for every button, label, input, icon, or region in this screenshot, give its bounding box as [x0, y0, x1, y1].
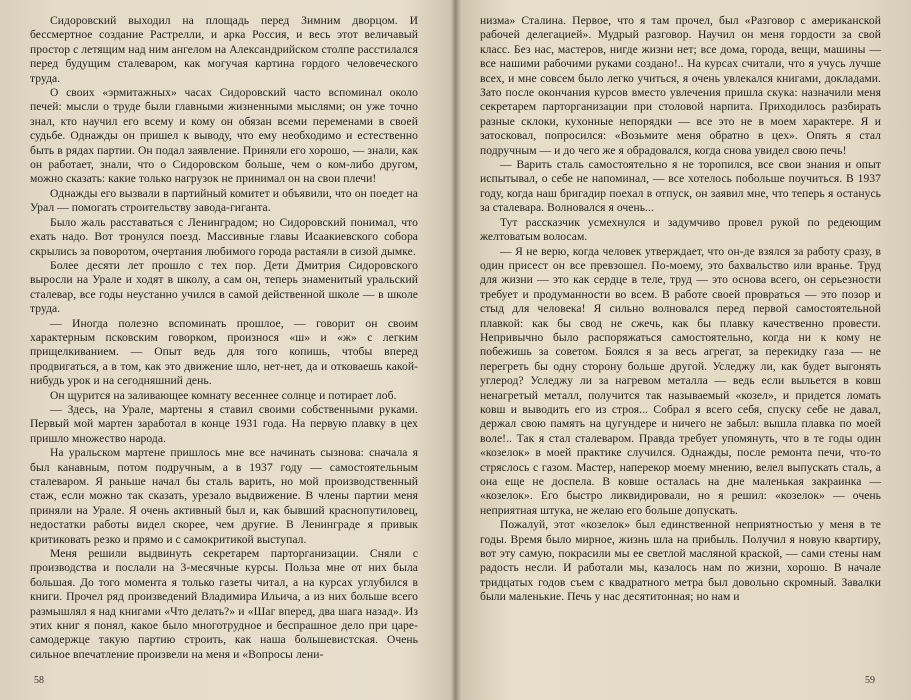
paragraph: На уральском мартене пришлось мне все начинать сызнова: сначала я был канавным, потом подручным, а в 1937 году — самостоятельным сталеваром. Я раньше начал бы сталь варить, но мой производственный стаж, если можно так сказать, урезало выдвижение. В члены партии меня приняли на Урале. Я очень активный был и, как бывший краснопутиловец, недостатки работы видел скорее, чем другие. В Ленинграде я привык критиковать резко и прямо и с самокритикой выступал. [30, 446, 418, 546]
left-page-text [30, 14, 418, 662]
left-page [0, 0, 452, 700]
paragraph: — Варить сталь самостоятельно я не торопился, все свои знания и опыт испытывал, о себе не напоминал, — все хотелось побольше поучиться. В 1937 году, когда наш бригадир поехал в отпуск, он заявил мне, что теперь я останусь за сталевара. Волновался я очень... [480, 158, 881, 215]
paragraph: Было жаль расставаться с Ленинградом; но Сидоровский понимал, что ехать надо. Вот тронулся поезд. Массивные главы Исаакиевского собора скрылись за поворотом, очертания любимого города растаяли в сизой дымке. [30, 215, 418, 258]
paragraph: — Иногда полезно вспоминать прошлое, — говорит он своим характерным псковским говорком, произнося «ш» и «ж» с легким прищелкиванием. — Опыт ведь для того копишь, чтобы вперед продвигаться, а в том, как это движение шло, нет-нет, да и отковаешь какой-нибудь урок и на сегодняшний день. [30, 316, 418, 388]
paragraph: — Здесь, на Урале, мартены я ставил своими собственными руками. Первый мой мартен заработал в конце 1931 года. На первую плавку в цех пришло множество народа. [30, 402, 418, 445]
paragraph: — Я не верю, когда человек утверждает, что он-де взялся за работу сразу, в один присест он все превзошел. По-моему, это бахвальство или вранье. Труд для жизни — это как сердце в теле, труд — это основа всего, он серьезности требует и продуманности во всем. В работе своей провраться — это позор и стыд для человека! Я сильно волновался перед первой самостоятельной плавкой: как бы свод не сжечь, как бы плавку качественно провести. Непривычно было распоряжаться самостоятельно, когда ни к кому не побежишь за советом. Боялся я за весь агрегат, за перекидку газа — не перегреть бы одну сторону больше другой. Уследжу ли, как будет выгонять углерод? Уследжу ли за нагревом металла — ведь если выльется в ковш ненагретый металл, получится так называемый «козел», и придется ломать ковш и выводить его из строя... Собрал я всего себя, спуску себе не давал, держал свою память на цугундере и ничего не забыл: вышла плавка по моей воле!.. Так я стал сталеваром. Правда требует упомянуть, что в те годы один «козелок» в моей практике случился. Однажды, после ремонта печи, что-то стряслось с газом. Мастер, наперекор моему мнению, велел выпускать сталь, а она еще не доспела. В ковше осталась на дне маленькая закраинка — «козелок». Его быстро ликвидировали, но я решил: «козелок» — очень неприятная штука, не желаю его больше допускать. [480, 244, 881, 517]
page-number: 58 [34, 675, 44, 686]
paragraph: Пожалуй, этот «козелок» был единственной неприятностью у меня в те годы. Время было мирное, жизнь шла на прибыль. Получил я новую квартиру, вот эту самую, покрасили мы ее светлой масляной краской, — сами стены нам радость несли. И работали мы, казалось нам по жизни, хорошо. В начале тридцатых годов съем с квадратного метра был довольно скромный. Завалки были маленькие. Печь у нас десятитонная; но нам и [480, 518, 881, 604]
paragraph: Он щурится на заливающее комнату весеннее солнце и потирает лоб. [50, 388, 397, 402]
paragraph: Сидоровский выходил на площадь перед Зимним дворцом. И бессмертное создание Растрелли, и арка Россия, и весь этот величавый простор с летящим над ним ангелом на Александрийском столпе расстилался перед будущим сталеваром, как могучая картина гордого человеческого труда. [30, 14, 418, 85]
paragraph: Более десяти лет прошло с тех пор. Дети Дмитрия Сидоровского выросли на Урале и ходят в школу, а сам он, теперь знаменитый уральский сталевар, все годы неустанно учился в самой действенной школе — в школе труда. [30, 258, 418, 316]
paragraph: Меня решили выдвинуть секретарем парторганизации. Сняли с производства и послали на 3-месячные курсы. Польза мне от них была большая. До того момента я только газеты читал, а на курсах углубился в книги. Прочел ряд произведений Владимира Ильича, а из них больше всего размышлял я над книгами «Что делать?» и «Шаг вперед, два шага назад». Из этих книг я понял, какое было многотрудное и беспрашное дело при царе-самодержце такую партию строить, как наша большевистская. Очень сильное впечатление произвели на меня и «Вопросы лени- [30, 547, 418, 661]
right-page [460, 0, 911, 700]
paragraph: низма» Сталина. Первое, что я там прочел, был «Разговор с американской рабочей делегацией». Мудрый разговор. Научил он меня гордости за свой класс. Без нас, мастеров, нигде жизни нет; все дома, города, вещи, машины — все нашими рабочими руками создано!.. На курсах считали, что я учусь лучше всех, и мне совсем было легко учиться, я очень увлекался книгами, докладами. Зато после окончания курсов вместо увлечения пришла скука: назначили меня секретарем парторганизации при столовой нарпита. Приходилось разбирать разные склоки, кухонные непорядки — все это не в моем характере. Я и затосковал, попросился: «Возьмите меня обратно в цех». Опять я стал подручным — и до чего же я обрадовался, когда снова увидел свою печь! [480, 14, 881, 157]
paragraph: О своих «эрмитажных» часах Сидоровский часто вспоминал около печей: мысли о труде были главными жизненными мыслями; он уже точно знал, кто научил его всему и кому он обязан всеми переменами в своей судьбе. Однажды он пришел к выводу, что ему необходимо и естественно быть в рядах партии. Он подал заявление. Приняли его хорошо, — знали, как он работает, знали, что о Сидоровском больше, чем о ком-либо другом, можно сказать: какие только нагрузок не принимал он на свои плечи! [30, 86, 418, 186]
paragraph: Тут рассказчик усмехнулся и задумчиво провел рукой по редеющим желтоватым волосам. [480, 215, 881, 244]
paragraph: Однажды его вызвали в партийный комитет и объявили, что он поедет на Урал — помогать строительству завода-гиганта. [30, 186, 418, 215]
right-page-text [480, 14, 881, 605]
page-number: 59 [865, 675, 875, 686]
